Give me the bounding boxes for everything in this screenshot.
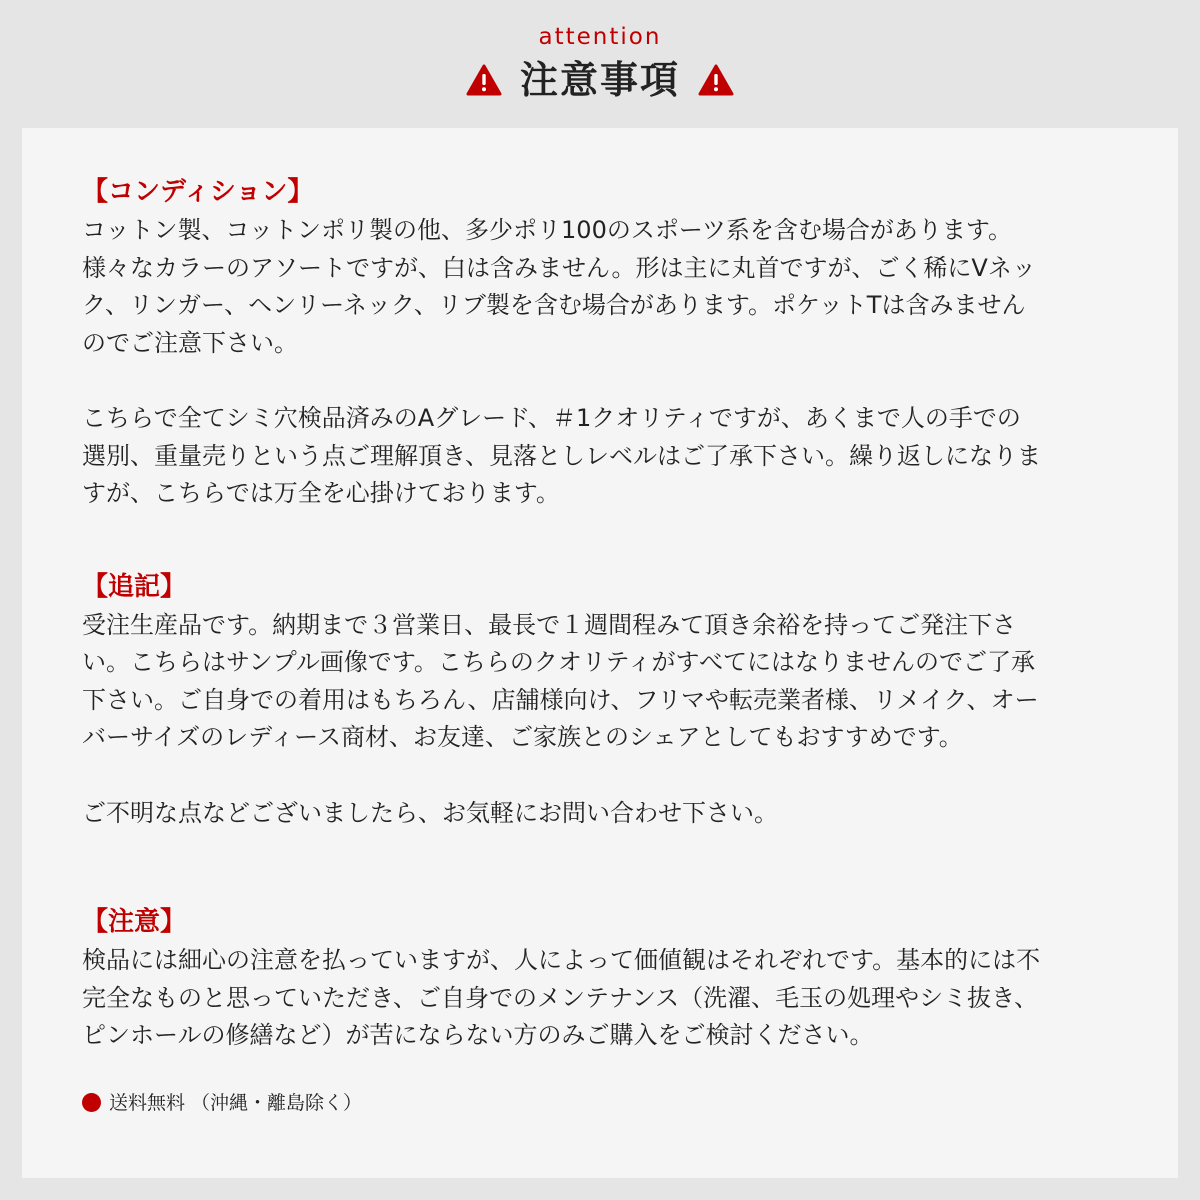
warning-icon bbox=[466, 64, 502, 96]
content-panel bbox=[22, 128, 1178, 1178]
page-title: 注意事項 bbox=[519, 58, 680, 102]
section-caution bbox=[82, 902, 1132, 1055]
section-addendum bbox=[82, 567, 1132, 833]
paragraph: こちらで全てシミ穴検品済みのAグレード、＃1クオリティですが、あくまで人の手での 選別、重量売りという点ご理解頂き、見落としレベルはご了承下さい。繰り返しになりま すが、こちらでは万全を心掛けております。 bbox=[82, 404, 1042, 507]
section-heading: 【コンディション】 bbox=[82, 177, 314, 207]
section-heading: 【追記】 bbox=[82, 571, 187, 602]
header bbox=[0, 0, 1200, 128]
paragraph: 検品には細心の注意を払っていますが、人によって価値観はそれぞれです。基本的には不 完全なものと思っていただき、ご自身でのメンテナンス（洗濯、毛玉の処理やシミ抜き、 ピンホールの修繕など）が苦にならない方のみご購入をご検討ください。 bbox=[82, 946, 1041, 1049]
paragraph: コットン製、コットンポリ製の他、多少ポリ100のスポーツ系を含む場合があります。 様々なカラーのアソートですが、白は含みません。形は主に丸首ですが、ごく稀にVネッ ク、リンガー、ヘンリーネック、リブ製を含む場合があります。ポケットTは含みません のでご注意下さい。 bbox=[82, 216, 1036, 357]
paragraph: ご不明な点などございましたら、お気軽にお問い合わせ下さい。 bbox=[82, 798, 778, 827]
section-condition bbox=[82, 172, 1132, 513]
red-dot-icon bbox=[82, 1093, 101, 1112]
title-row bbox=[0, 56, 1200, 104]
content bbox=[82, 172, 1132, 1117]
paragraph: 受注生産品です。納期まで３営業日、最長で１週間程みて頂き余裕を持ってご発注下さ い。こちらはサンプル画像です。こちらのクオリティがすべてにはなりませんのでご了承 下さい。ご自身での着用はもちろん、店舗様向け、フリマや転売業者様、リメイク、オー バーサイズのレディース商材、お友達、ご家族とのシェアとしてもおすすめです。 bbox=[82, 610, 1039, 751]
warning-icon bbox=[698, 64, 734, 96]
shipping-note-text: 送料無料 （沖縄・離島除く） bbox=[109, 1091, 363, 1114]
section-heading: 【注意】 bbox=[82, 907, 187, 937]
shipping-note bbox=[82, 1089, 1132, 1117]
header-subtitle: attention bbox=[538, 24, 662, 50]
